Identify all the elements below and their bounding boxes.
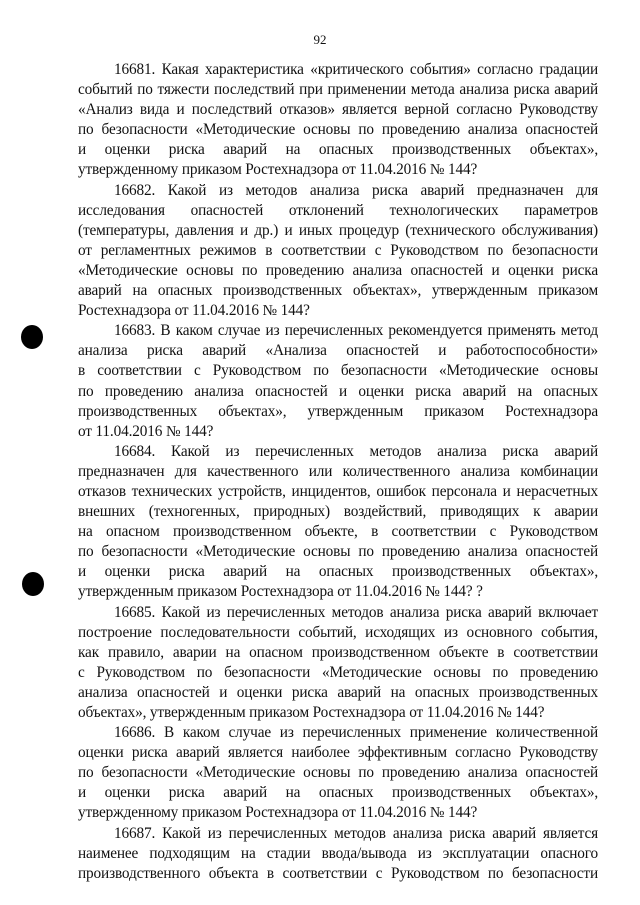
text-line: по проведению анализа опасностей и оценки риска аварий на опасных: [78, 382, 598, 400]
question-paragraph: [78, 824, 598, 884]
text-line: по безопасности «Методические основы по проведению анализа опасностей: [78, 764, 598, 782]
text-line: 16682. Какой из методов анализа риска аварий предназначен для: [114, 181, 598, 199]
question-paragraph: [78, 181, 598, 322]
text-line: 16686. В каком случае из перечисленных применение количественной: [114, 724, 598, 742]
text-line: отказов технических устройств, инцидентов, ошибок персонала и нерасчетных: [78, 482, 598, 500]
text-line: аварий на опасных производственных объектах», утвержденным приказом: [78, 282, 598, 300]
text-line: утвержденному приказом Ростехнадзора от 11.04.2016 № 144?: [78, 161, 478, 179]
text-line: и оценки риска аварий на опасных производственных объектах»,: [78, 563, 598, 581]
text-line: построение последовательности событий, исходящих из основного события,: [78, 623, 598, 641]
text-line: 16684. Какой из перечисленных методов анализа риска аварий: [114, 442, 598, 460]
question-paragraph: [78, 723, 598, 823]
text-line: объектах», утвержденным приказом Ростехнадзора от 11.04.2016 № 144?: [78, 704, 545, 721]
text-line: от регламентных режимов в соответствии с Руководством по безопасности: [78, 241, 598, 259]
question-paragraph: [78, 442, 598, 603]
punch-hole-mark: [22, 572, 44, 596]
text-line: 16683. В каком случае из перечисленных рекомендуется применять метод: [114, 322, 598, 340]
text-line: по безопасности «Методические основы по проведению анализа опасностей: [78, 543, 598, 561]
text-line: 16681. Какая характеристика «критического события» согласно градации: [114, 61, 598, 78]
page-number: 92: [313, 32, 327, 47]
text-line: (температуры, давления и др.) и иных процедур (технического обслуживания): [78, 221, 598, 239]
text-line: и оценки риска аварий на опасных производственных объектах»,: [78, 141, 598, 159]
text-line: в соответствии с Руководством по безопасности «Методические основы: [78, 362, 598, 380]
text-line: Ростехнадзора от 11.04.2016 № 144?: [78, 302, 310, 320]
question-paragraph: [78, 603, 598, 724]
text-line: и оценки риска аварий на опасных производственных объектах»,: [78, 784, 598, 802]
text-line: с Руководством по безопасности «Методические основы по проведению: [78, 663, 598, 681]
text-line: анализа риска аварий «Анализа опасностей и работоспособности»: [78, 342, 598, 360]
punch-hole-mark: [21, 325, 43, 349]
text-line: на опасном производственном объекте, в соответствии с Руководством: [78, 523, 598, 541]
text-line: исследования опасностей отклонений технологических параметров: [78, 201, 598, 219]
text-line: утвержденным приказом Ростехнадзора от 11.04.2016 № 144? ?: [78, 583, 483, 601]
question-paragraph: [78, 60, 598, 181]
text-line: «Анализ вида и последствий отказов» является верной согласно Руководству: [78, 101, 598, 119]
text-line: внешних (техногенных, природных) воздействий, приводящих к аварии: [78, 503, 598, 521]
text-line: событий по тяжести последствий при применении метода анализа риска аварий: [78, 81, 598, 99]
text-line: по безопасности «Методические основы по проведению анализа опасностей: [78, 121, 598, 139]
text-line: анализа опасностей и оценки риска аварий на опасных производственных: [78, 683, 598, 701]
question-paragraph: [78, 321, 598, 442]
text-line: оценки риска аварий является наиболее эффективным согласно Руководству: [78, 744, 598, 762]
text-line: производственного объекта в соответствии с Руководством по безопасности: [78, 864, 598, 882]
text-line: производственных объектах», утвержденным приказом Ростехнадзора: [78, 402, 598, 420]
text-line: наименее подходящим на стадии ввода/вывода из эксплуатации опасного: [78, 844, 598, 862]
text-line: утвержденному приказом Ростехнадзора от 11.04.2016 № 144?: [78, 804, 478, 822]
document-body: [78, 60, 598, 884]
text-line: «Методические основы по проведению анализа опасностей и оценки риска: [78, 261, 598, 279]
text-line: предназначен для качественного или количественного анализа комбинации: [78, 462, 598, 480]
text-line: 16687. Какой из перечисленных методов анализа риска аварий является: [114, 824, 598, 842]
text-line: 16685. Какой из перечисленных методов анализа риска аварий включает: [114, 603, 598, 621]
text-line: как правило, аварии на опасном производственном объекте в соответствии: [78, 643, 598, 661]
text-line: от 11.04.2016 № 144?: [78, 422, 214, 440]
